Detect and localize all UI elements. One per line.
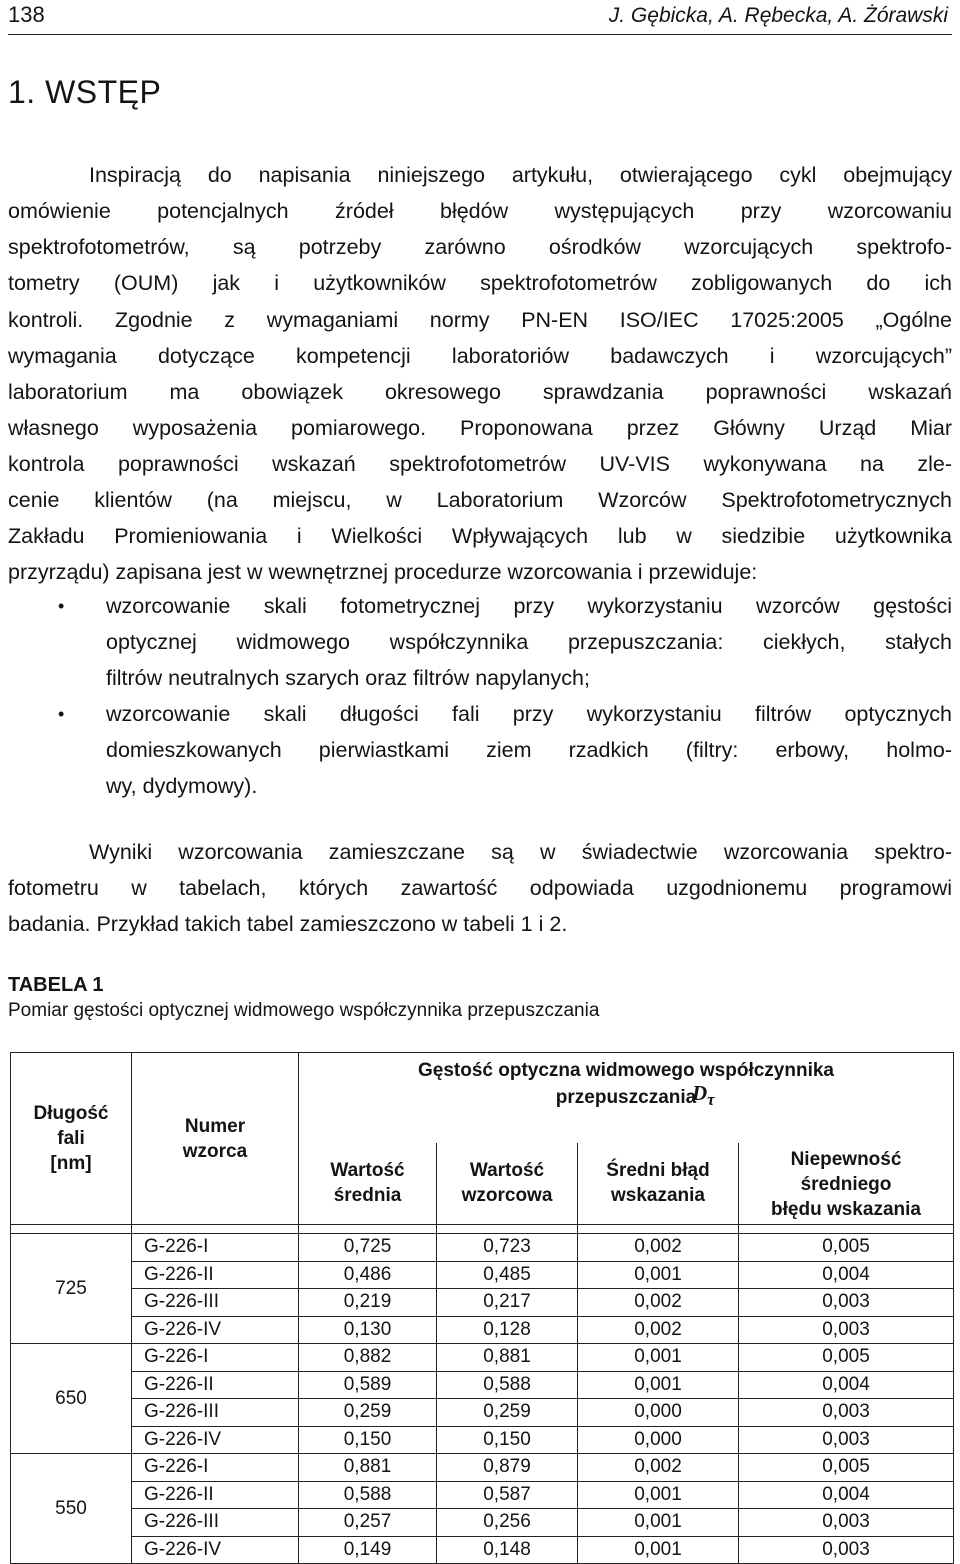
mean-value-cell: 0,486 <box>299 1261 437 1289</box>
uncertainty-cell: 0,005 <box>739 1234 954 1262</box>
mean-error-cell: 0,002 <box>578 1234 739 1262</box>
header-mean-error: Średni błąd wskazania <box>578 1143 739 1225</box>
bullet-marker: • <box>58 596 65 616</box>
standard-value-cell: 0,217 <box>437 1289 578 1317</box>
uncertainty-cell: 0,003 <box>739 1399 954 1427</box>
standard-value-cell: 0,128 <box>437 1316 578 1344</box>
paragraph-line: kontroli. Zgodnie z wymaganiami normy PN-EN ISO/IEC 17025:2005 „Ogólne <box>8 308 952 332</box>
mean-error-cell: 0,001 <box>578 1536 739 1564</box>
header-standard-value: Wartość wzorcowa <box>437 1143 578 1225</box>
bullet-marker: • <box>58 704 65 724</box>
paragraph-line: kontrola poprawności wskazań spektrofotometrów UV-VIS wykonywana na zle- <box>8 452 952 476</box>
data-table <box>10 1052 954 1564</box>
paragraph-line: omówienie potencjalnych źródeł błędów występujących przy wzorcowaniu <box>8 199 952 223</box>
standard-value-cell: 0,881 <box>437 1344 578 1372</box>
page-header <box>8 0 952 35</box>
standard-number-cell: G-226-II <box>132 1261 299 1289</box>
uncertainty-cell: 0,003 <box>739 1509 954 1537</box>
mean-error-cell: 0,001 <box>578 1261 739 1289</box>
table-row <box>11 1289 954 1317</box>
standard-value-cell: 0,485 <box>437 1261 578 1289</box>
mean-value-cell: 0,589 <box>299 1371 437 1399</box>
wavelength-cell: 725 <box>11 1234 132 1344</box>
wavelength-cell: 550 <box>11 1454 132 1564</box>
mean-error-cell: 0,001 <box>578 1371 739 1399</box>
mean-error-cell: 0,001 <box>578 1481 739 1509</box>
mean-error-cell: 0,002 <box>578 1454 739 1482</box>
uncertainty-cell: 0,003 <box>739 1289 954 1317</box>
table-caption: Pomiar gęstości optycznej widmowego współczynnika przepuszczania <box>8 1000 600 1021</box>
table-row <box>11 1344 954 1372</box>
mean-value-cell: 0,149 <box>299 1536 437 1564</box>
table-row <box>11 1399 954 1427</box>
table-row <box>11 1454 954 1482</box>
standard-number-cell: G-226-IV <box>132 1536 299 1564</box>
paragraph-line: fotometru w tabelach, których zawartość odpowiada uzgodnionemu programowi <box>8 876 952 900</box>
uncertainty-cell: 0,003 <box>739 1316 954 1344</box>
bullet-line: wzorcowanie skali fotometrycznej przy wykorzystaniu wzorców gęstości <box>106 594 952 618</box>
header-uncertainty: Niepewność średniego błędu wskazania <box>739 1143 954 1225</box>
mean-value-cell: 0,588 <box>299 1481 437 1509</box>
bullet-line: domieszkowanych pierwiastkami ziem rzadkich (filtry: erbowy, holmo- <box>106 738 952 762</box>
paragraph-line: laboratorium ma obowiązek okresowego sprawdzania poprawności wskazań <box>8 380 952 404</box>
bullet-line: wy, dydymowy). <box>106 774 258 798</box>
standard-number-cell: G-226-III <box>132 1509 299 1537</box>
paragraph-line: własnego wyposażenia pomiarowego. Proponowana przez Główny Urząd Miar <box>8 416 952 440</box>
mean-error-cell: 0,002 <box>578 1316 739 1344</box>
table-row <box>11 1371 954 1399</box>
paragraph-line: badania. Przykład takich tabel zamieszczono w tabeli 1 i 2. <box>8 912 568 936</box>
running-authors: J. Gębicka, A. Rębecka, A. Żórawski <box>608 4 948 27</box>
paragraph-line: Wyniki wzorcowania zamieszczane są w świadectwie wzorcowania spektro- <box>89 840 952 864</box>
mean-error-cell: 0,002 <box>578 1289 739 1317</box>
table-row <box>11 1509 954 1537</box>
table-label: TABELA 1 <box>8 974 104 996</box>
paragraph-line: przyrządu) zapisana jest w wewnętrznej procedurze wzorcowania i przewiduje: <box>8 560 758 584</box>
uncertainty-cell: 0,004 <box>739 1261 954 1289</box>
mean-value-cell: 0,130 <box>299 1316 437 1344</box>
paragraph-line: Zakładu Promieniowania i Wielkości Wpływających lub w siedzibie użytkownika <box>8 524 952 548</box>
standard-number-cell: G-226-I <box>132 1454 299 1482</box>
table-row <box>11 1536 954 1564</box>
uncertainty-cell: 0,005 <box>739 1344 954 1372</box>
header-standard-number: Numer wzorca <box>132 1053 299 1225</box>
paragraph-line: tometry (OUM) jak i użytkowników spektrofotometrów zobligowanych do ich <box>8 271 952 295</box>
header-wavelength: Długość fali [nm] <box>11 1053 132 1225</box>
bullet-line: optycznej widmowego współczynnika przepuszczania: ciekłych, stałych <box>106 630 952 654</box>
standard-value-cell: 0,723 <box>437 1234 578 1262</box>
standard-value-cell: 0,588 <box>437 1371 578 1399</box>
standard-number-cell: G-226-III <box>132 1289 299 1317</box>
standard-number-cell: G-226-II <box>132 1481 299 1509</box>
standard-value-cell: 0,148 <box>437 1536 578 1564</box>
header-group: Gęstość optyczna widmowego współczynnika przepuszczania <box>299 1053 954 1143</box>
table-row <box>11 1316 954 1344</box>
mean-error-cell: 0,001 <box>578 1344 739 1372</box>
paragraph-line: wymagania dotyczące kompetencji laboratoriów badawczych i wzorcujących” <box>8 344 952 368</box>
header-mean-value: Wartość średnia <box>299 1143 437 1225</box>
mean-value-cell: 0,725 <box>299 1234 437 1262</box>
standard-number-cell: G-226-IV <box>132 1316 299 1344</box>
uncertainty-cell: 0,003 <box>739 1426 954 1454</box>
paragraph-line: cenie klientów (na miejscu, w Laboratorium Wzorców Spektrofotometrycznych <box>8 488 952 512</box>
mean-value-cell: 0,257 <box>299 1509 437 1537</box>
table-row <box>11 1481 954 1509</box>
mean-value-cell: 0,150 <box>299 1426 437 1454</box>
standard-value-cell: 0,256 <box>437 1509 578 1537</box>
bullet-line: wzorcowanie skali długości fali przy wykorzystaniu filtrów optycznych <box>106 702 952 726</box>
wavelength-cell: 650 <box>11 1344 132 1454</box>
mean-value-cell: 0,259 <box>299 1399 437 1427</box>
paragraph-line: spektrofotometrów, są potrzeby zarówno ośrodków wzorcujących spektrofo- <box>8 235 952 259</box>
table-row <box>11 1426 954 1454</box>
standard-value-cell: 0,259 <box>437 1399 578 1427</box>
uncertainty-cell: 0,005 <box>739 1454 954 1482</box>
paragraph-line: Inspiracją do napisania niniejszego artykułu, otwierającego cykl obejmujący <box>89 163 952 187</box>
page-number: 138 <box>8 2 45 27</box>
mean-error-cell: 0,001 <box>578 1509 739 1537</box>
standard-number-cell: G-226-III <box>132 1399 299 1427</box>
table-body <box>11 1234 954 1564</box>
standard-value-cell: 0,150 <box>437 1426 578 1454</box>
table-row <box>11 1261 954 1289</box>
mean-value-cell: 0,881 <box>299 1454 437 1482</box>
standard-number-cell: G-226-II <box>132 1371 299 1399</box>
standard-number-cell: G-226-I <box>132 1344 299 1372</box>
standard-value-cell: 0,587 <box>437 1481 578 1509</box>
uncertainty-cell: 0,003 <box>739 1536 954 1564</box>
standard-number-cell: G-226-IV <box>132 1426 299 1454</box>
uncertainty-cell: 0,004 <box>739 1481 954 1509</box>
standard-value-cell: 0,879 <box>437 1454 578 1482</box>
mean-error-cell: 0,000 <box>578 1399 739 1427</box>
mean-value-cell: 0,219 <box>299 1289 437 1317</box>
table-row <box>11 1234 954 1262</box>
standard-number-cell: G-226-I <box>132 1234 299 1262</box>
uncertainty-cell: 0,004 <box>739 1371 954 1399</box>
density-symbol: $D_\tau$ <box>692 1081 715 1110</box>
mean-error-cell: 0,000 <box>578 1426 739 1454</box>
bullet-line: filtrów neutralnych szarych oraz filtrów napylanych; <box>106 666 590 690</box>
mean-value-cell: 0,882 <box>299 1344 437 1372</box>
section-title: 1. WSTĘP <box>8 74 162 110</box>
